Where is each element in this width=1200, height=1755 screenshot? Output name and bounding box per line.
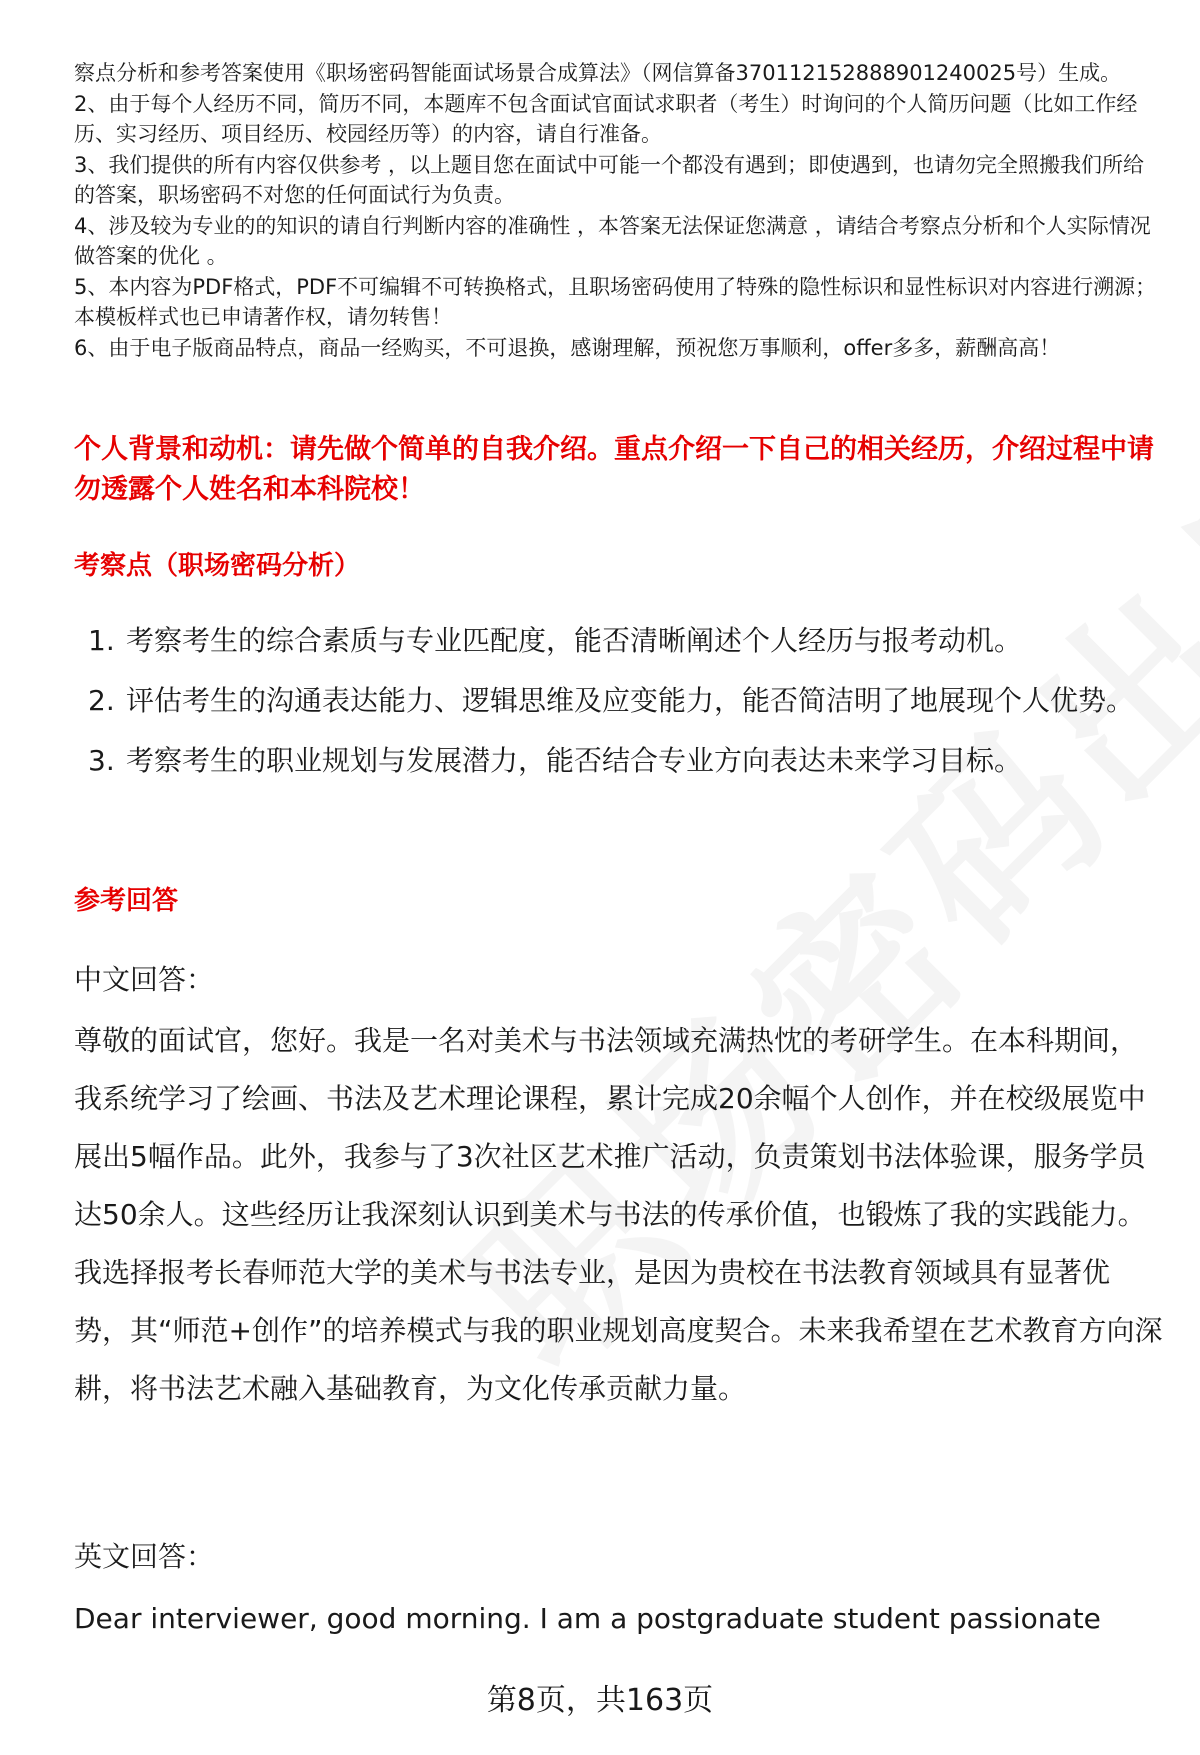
analysis-points-list: [74, 612, 1164, 792]
list-item-number: 3.: [88, 744, 115, 777]
disclaimer-line: 3、我们提供的所有内容仅供参考 ，以上题目您在面试中可能一个都没有遇到；即使遇到，也请勿完全照搬我们所给的答案，职场密码不对您的任何面试行为负责。: [74, 152, 1145, 207]
question-heading: 个人背景和动机：请先做个简单的自我介绍。重点介绍一下自己的相关经历，介绍过程中请勿透露个人姓名和本科院校！: [74, 434, 1154, 505]
english-answer: Dear interviewer, good morning. I am a postgraduate student passionate: [74, 1602, 1101, 1635]
list-item-number: 1.: [88, 624, 115, 657]
list-item: [74, 612, 1164, 670]
list-item: [74, 672, 1164, 730]
disclaimer-line: 5、本内容为PDF格式，PDF不可编辑不可转换格式，且职场密码使用了特殊的隐性标识和显性标识对内容进行溯源；本模板样式也已申请著作权，请勿转售！: [74, 274, 1157, 329]
list-item-number: 2.: [88, 684, 115, 717]
analysis-title: 考察点（职场密码分析）: [74, 551, 361, 581]
chinese-answer-label: 中文回答：: [74, 963, 215, 996]
list-item-text: 考察考生的职业规划与发展潜力，能否结合专业方向表达未来学习目标。: [126, 744, 1023, 777]
disclaimer-line: 6、由于电子版商品特点，商品一经购买，不可退换，感谢理解，预祝您万事顺利，offer多多，薪酬高高！: [74, 335, 1061, 360]
disclaimer-block: [74, 58, 1164, 363]
disclaimer-line: 4、涉及较为专业的的知识的请自行判断内容的准确性 ，本答案无法保证您满意 ，请结合考察点分析和个人实际情况做答案的优化 。: [74, 213, 1151, 268]
list-item-text: 考察考生的综合素质与专业匹配度，能否清晰阐述个人经历与报考动机。: [126, 624, 1023, 657]
english-answer-label: 英文回答：: [74, 1540, 215, 1573]
list-item-text: 评估考生的沟通表达能力、逻辑思维及应变能力，能否简洁明了地展现个人优势。: [126, 684, 1135, 717]
disclaimer-line: 2、由于每个人经历不同，简历不同，本题库不包含面试官面试求职者（考生）时询问的个人简历问题（比如工作经历、实习经历、项目经历、校园经历等）的内容，请自行准备。: [74, 91, 1138, 146]
page-number-footer: 第8页，共163页: [486, 1683, 714, 1718]
disclaimer-line: 察点分析和参考答案使用《职场密码智能面试场景合成算法》（网信算备370112152888901240025号）生成。: [74, 61, 1122, 85]
list-item: [74, 732, 1164, 790]
answer-title: 参考回答: [74, 886, 179, 916]
chinese-answer: 尊敬的面试官，您好。我是一名对美术与书法领域充满热忱的考研学生。在本科期间，我系统学习了绘画、书法及艺术理论课程，累计完成20余幅个人创作，并在校级展览中展出5幅作品。此外，我参与了3次社区艺术推广活动，负责策划书法体验课，服务学员达50余人。这些经历让我深刻认识到美术与书法的传承价值，也锻炼了我的实践能力。我选择报考长春师范大学的美术与书法专业，是因为贵校在书法教育领域具有显著优势，其“师范+创作”的培养模式与我的职业规划高度契合。未来我希望在艺术教育方向深耕，将书法艺术融入基础教育，为文化传承贡献力量。: [74, 1024, 1163, 1405]
